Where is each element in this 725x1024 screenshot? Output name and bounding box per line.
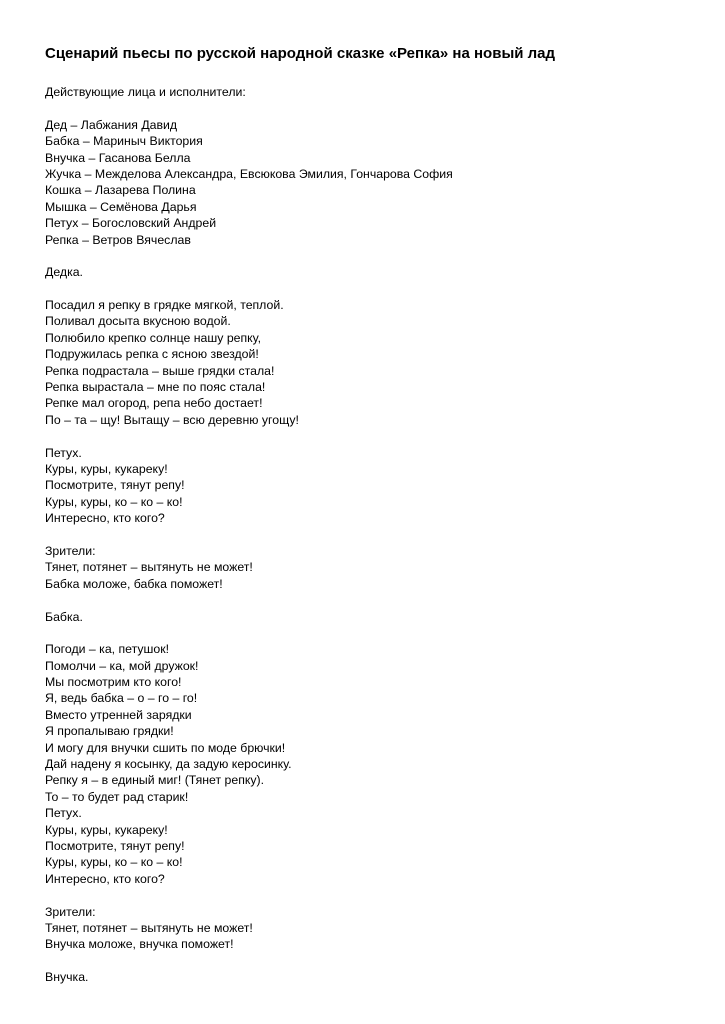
cast-item: Петух – Богословский Андрей <box>45 216 217 231</box>
verse-line: Подружилась репка с ясною звездой! <box>45 347 259 362</box>
verse-line: Посадил я репку в грядке мягкой, теплой. <box>45 298 284 313</box>
verse-line: Репка подрастала – выше грядки стала! <box>45 363 275 378</box>
verse-line: Посмотрите, тянут репу! <box>45 838 185 853</box>
cast-item: Бабка – Мариныч Виктория <box>45 134 203 149</box>
blank-line <box>45 281 705 297</box>
verse-line: Куры, куры, ко – ко – ко! <box>45 494 183 509</box>
verse-block <box>45 297 705 428</box>
verse-line: Репку я – в единый миг! (Тянет репку). <box>45 773 265 788</box>
verse-line: Зрители: <box>45 904 96 919</box>
verse-line: Петух. <box>45 806 82 821</box>
verse-line: Полюбило крепко солнце нашу репку, <box>45 330 262 345</box>
verse-line: Поливал досыта вкусною водой. <box>45 314 231 329</box>
verse-line: То – то будет рад старик! <box>45 789 189 804</box>
blank-line <box>45 953 705 969</box>
cast-item: Кошка – Лазарева Полина <box>45 183 196 198</box>
blank-line <box>45 527 705 543</box>
document-page <box>45 44 705 985</box>
blank-line <box>45 428 705 444</box>
verse-line: Бабка моложе, бабка поможет! <box>45 576 223 591</box>
verse-line: Погоди – ка, петушок! <box>45 642 170 657</box>
verse-line: Куры, куры, кукареку! <box>45 461 168 476</box>
verse-line: Тянет, потянет – вытянуть не может! <box>45 920 253 935</box>
verse-line: Куры, куры, кукареку! <box>45 822 168 837</box>
verse-line: Вместо утренней зарядки <box>45 707 192 722</box>
blank-line <box>45 887 705 903</box>
blank-line <box>45 592 705 608</box>
verse-line: Тянет, потянет – вытянуть не может! <box>45 560 253 575</box>
verse-line: Я, ведь бабка – о – го – го! <box>45 691 198 706</box>
speaker-name: Внучка. <box>45 970 89 985</box>
cast-item: Мышка – Семёнова Дарья <box>45 199 197 214</box>
verse-line: Репке мал огород, репа небо достает! <box>45 396 263 411</box>
verse-line: Посмотрите, тянут репу! <box>45 478 185 493</box>
verse-line: Интересно, кто кого? <box>45 511 165 526</box>
speaker-name: Бабка. <box>45 609 83 624</box>
cast-item: Жучка – Межделова Александра, Евсюкова Эмилия, Гончарова София <box>45 166 453 181</box>
verse-block <box>45 543 705 592</box>
verse-line: Репка вырастала – мне по пояс стала! <box>45 380 266 395</box>
verse-line: Мы посмотрим кто кого! <box>45 675 182 690</box>
verse-line: Интересно, кто кого? <box>45 871 165 886</box>
verse-line: Я пропалываю грядки! <box>45 724 174 739</box>
speaker-name: Дедка. <box>45 265 83 280</box>
verse-line: Зрители: <box>45 543 96 558</box>
verse-line: Петух. <box>45 445 82 460</box>
cast-item: Репка – Ветров Вячеслав <box>45 232 191 247</box>
verse-line: По – та – щу! Вытащу – всю деревню угощу! <box>45 412 299 427</box>
verse-block <box>45 904 705 953</box>
verse-line: Внучка моложе, внучка поможет! <box>45 937 234 952</box>
cast-heading: Действующие лица и исполнители: <box>45 85 246 99</box>
document-title: Сценарий пьесы по русской народной сказке «Репка» на новый лад <box>45 45 556 62</box>
blank-line <box>45 100 705 116</box>
blank-line <box>45 625 705 641</box>
verse-line: И могу для внучки сшить по моде брючки! <box>45 740 286 755</box>
verse-line: Помолчи – ка, мой дружок! <box>45 658 199 673</box>
cast-item: Дед – Лабжания Давид <box>45 117 178 132</box>
verse-block <box>45 445 705 527</box>
cast-list <box>45 117 705 248</box>
verse-line: Дай надену я косынку, да задую керосинку. <box>45 757 292 772</box>
blank-line <box>45 248 705 264</box>
verse-block <box>45 641 705 887</box>
verse-line: Куры, куры, ко – ко – ко! <box>45 855 183 870</box>
cast-item: Внучка – Гасанова Белла <box>45 150 191 165</box>
